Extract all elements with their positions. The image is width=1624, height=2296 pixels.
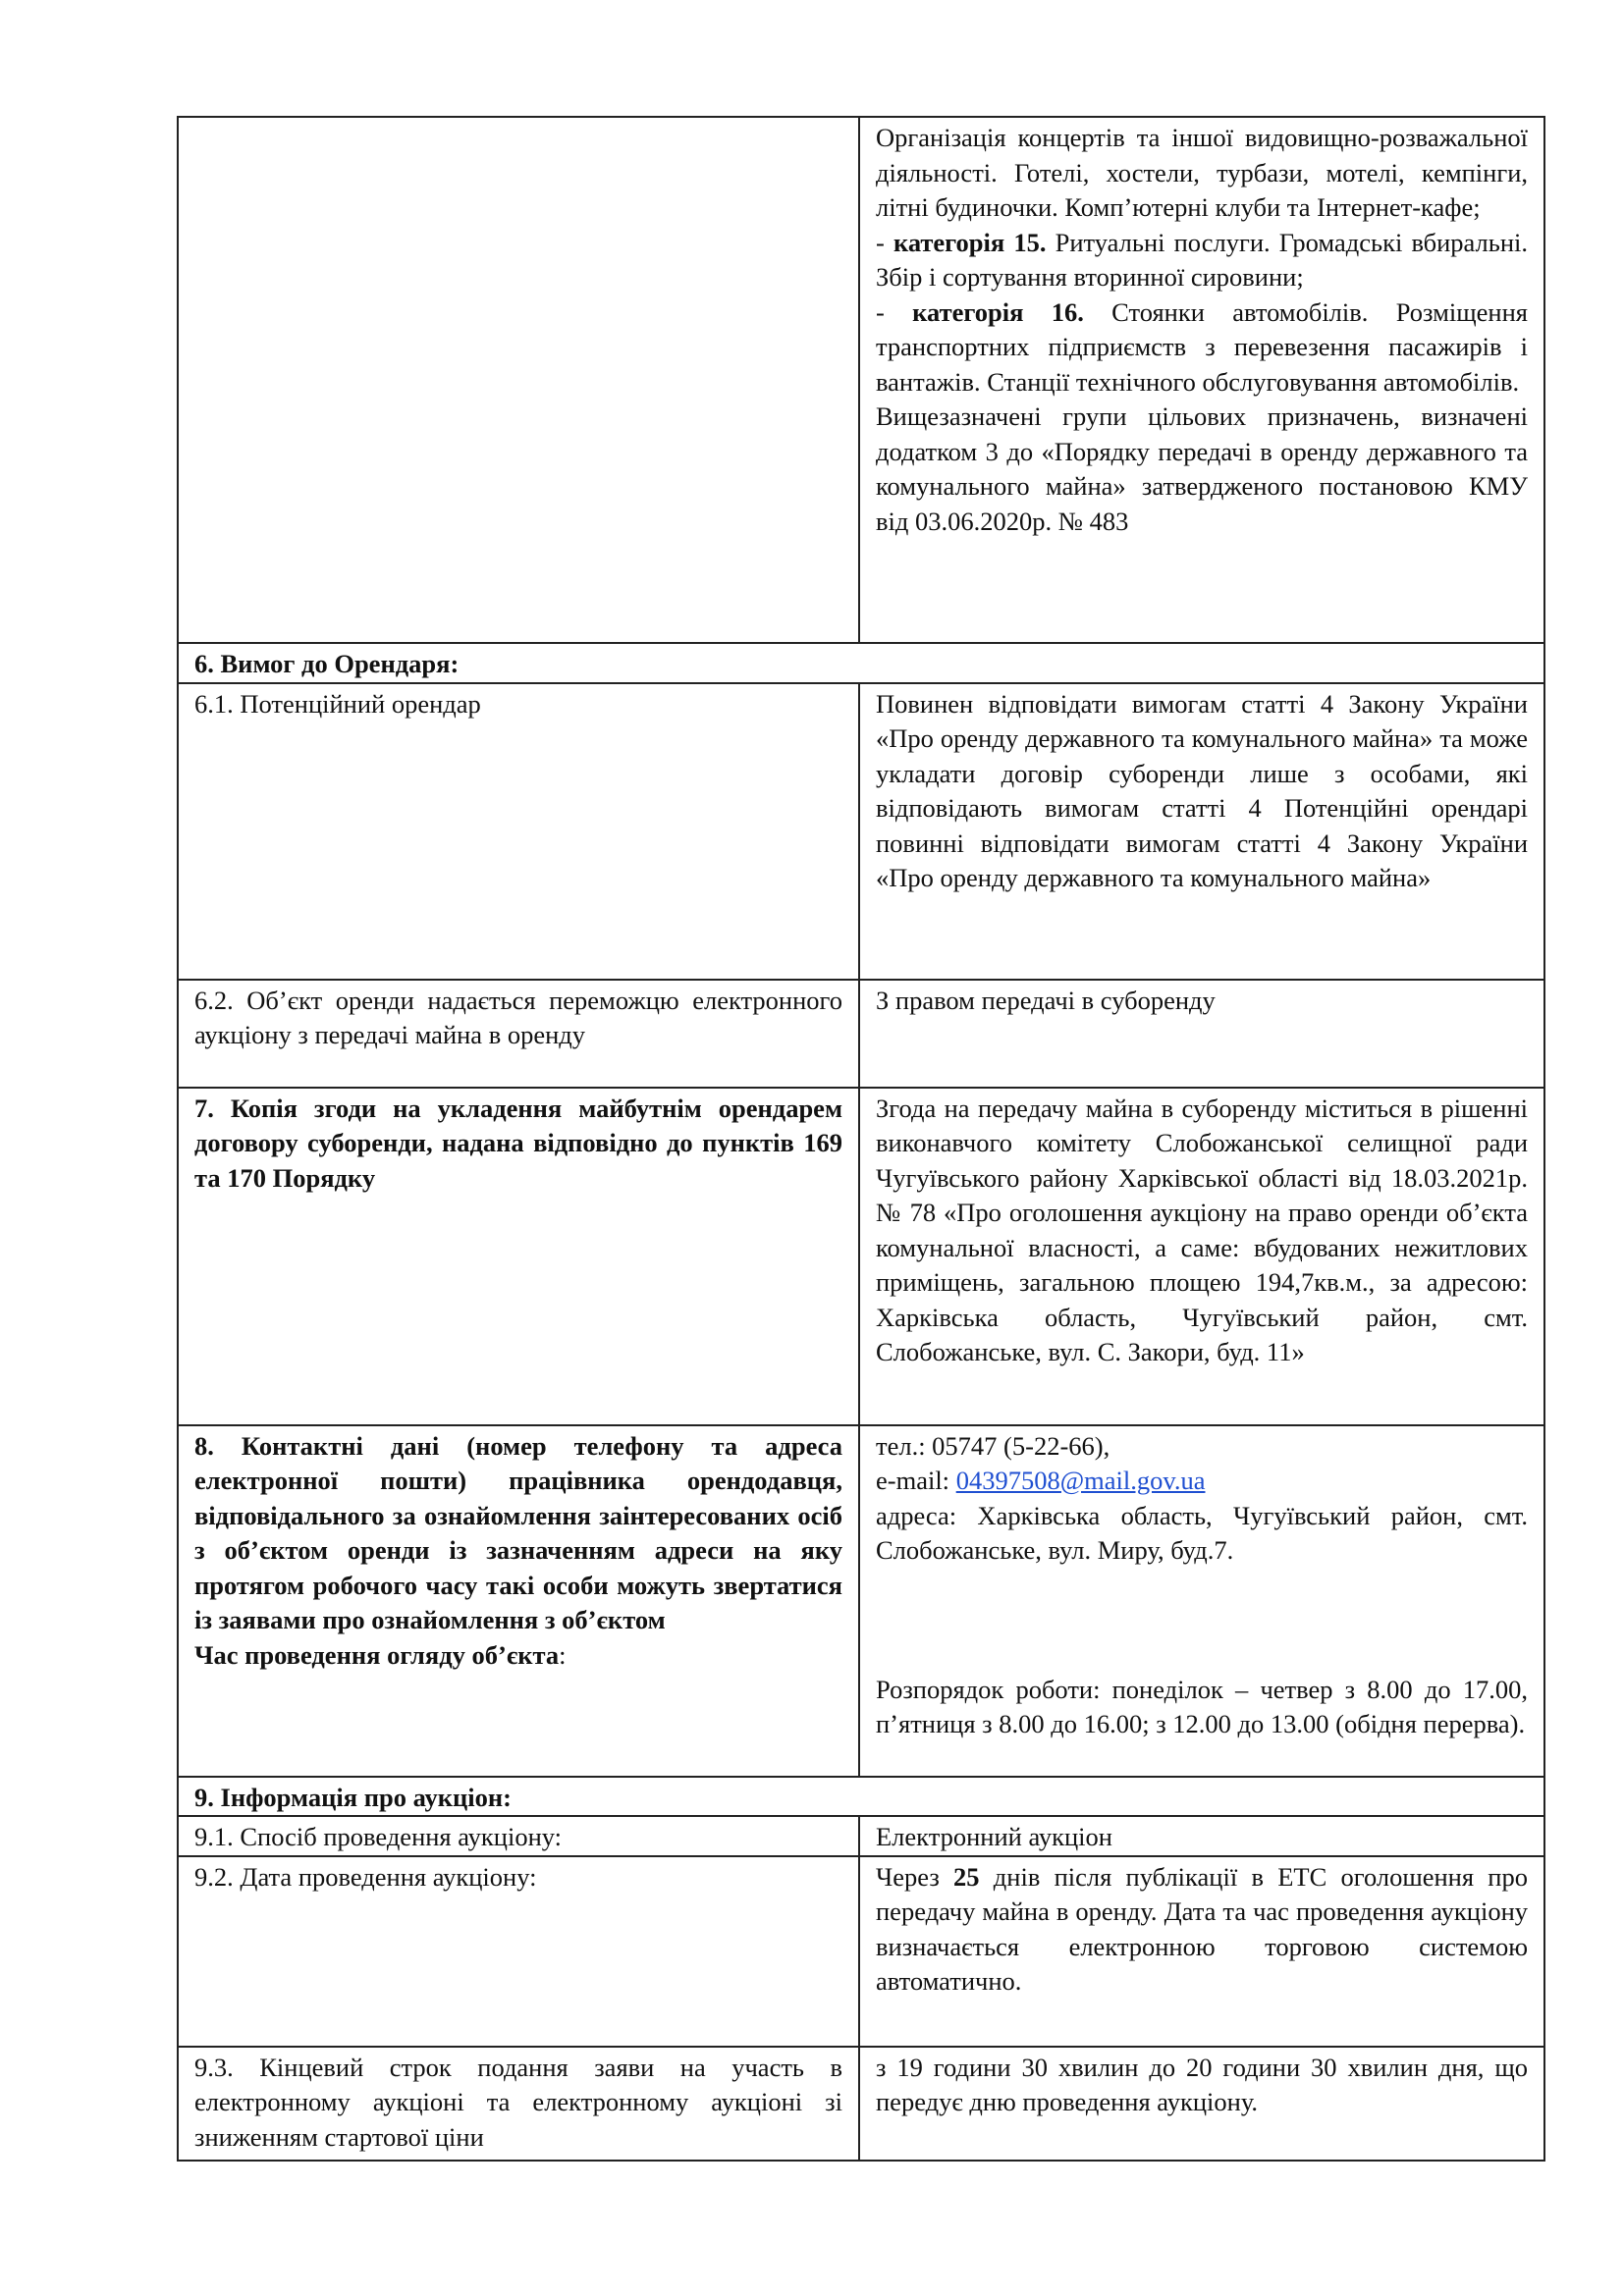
cell-8-label [178,1425,859,1777]
contact-heading: 8. Контактні дані (номер телефону та адреса електронної пошти) працівника орендодавця, відповідального за ознайомлення заінтересованих осіб з об’єктом оренди із зазначенням адреси на яку протягом робочого часу такі особи можуть звертатися із заявами про ознайомлення з об’єктом [194,1430,842,1634]
categories-note: Вищезазначені групи цільових призначень, визначені додатком 3 до «Порядку передачі в оренду державного та комунального майна» затвердженого постановою КМУ від 03.06.2020р. № 483 [876,401,1528,536]
auction-notice-table [177,116,1545,2162]
email-label: e-mail: [876,1466,956,1495]
cell-9-3-value: з 19 години 30 хвилин до 20 години 30 хвилин дня, що передує дню проведення аукціону. [859,2047,1544,2161]
cell-empty-left [178,117,859,643]
spacer [876,1569,1528,1673]
table-row [178,683,1544,980]
address: адреса: Харківська область, Чугуївський район, смт. Слобожанське, вул. Миру, буд.7. [876,1500,1528,1565]
categories-text: Організація концертів та іншої видовищно-розважальної діяльності. Готелі, хостели, турбази, мотелі, кемпінги, літні будиночки. Комп’ютерні клуби та Інтернет-кафе; [876,123,1528,222]
colon: : [559,1639,567,1670]
cell-9-2-value [859,1856,1544,2047]
table-row [178,1425,1544,1777]
dash: - [876,296,913,327]
cell-6-2-value: З правом передачі в суборенду [859,980,1544,1088]
dash: - [876,227,893,257]
inspection-label-text: Час проведення огляду об’єкта [194,1639,560,1670]
email-line [876,1464,1528,1499]
text: Через [876,1861,954,1892]
text: днів після публікації в ЕТС оголошення про передачу майна в оренду. Дата та час проведення аукціону визначається електронною торговою системою автоматично. [876,1861,1528,1996]
days-count: 25 [953,1861,980,1892]
section-6-heading [178,643,1544,683]
table-row [178,117,1544,643]
category-15-text: Ритуальні послуги. Громадські вбиральні. Збір і сортування вторинної сировини; [876,227,1528,292]
category-15-label: категорія 15. [893,227,1047,257]
inspection-time-label [194,1638,842,1674]
email-link[interactable]: 04397508@mail.gov.ua [955,1466,1206,1495]
table-row [178,2047,1544,2161]
work-schedule: Розпорядок роботи: понеділок – четвер з 8.00 до 17.00, п’ятниця з 8.00 до 16.00; з 12.00 до 13.00 (обідня перерва). [876,1674,1528,1738]
cell-6-1-value: Повинен відповідати вимогам статті 4 Закону України «Про оренду державного та комунального майна» та може укладати договір суборенди лише з особами, які відповідають вимогам статті 4 Потенційні орендарі повинні відповідати вимогам статті 4 Закону України «Про оренду державного та комунального майна» [859,683,1544,980]
table-row [178,1816,1544,1856]
cell-9-1-label: 9.1. Спосіб проведення аукціону: [178,1816,859,1856]
cell-7-value: Згода на передачу майна в суборенду міститься в рішенні виконавчого комітету Слобожанської селищної ради Чугуївського району Харківської області від 18.03.2021р. № 78 «Про оголошення аукціону на право оренди об’єкта комунальної власності, а саме: вбудованих нежитлових приміщень, загальною площею 194,7кв.м., за адресою: Харківська область, Чугуївський район, смт. Слобожанське, вул. С. Закори, буд. 11» [859,1088,1544,1425]
phone: тел.: 05747 (5-22-66), [876,1430,1110,1461]
cell-6-2-label: 6.2. Об’єкт оренди надається переможцю електронного аукціону з передачі майна в оренду [178,980,859,1088]
category-15 [876,226,1528,295]
cell-7-label: 7. Копія згоди на укладення майбутнім орендарем договору суборенди, надана відповідно до пунктів 169 та 170 Порядку [178,1088,859,1425]
table-row [178,980,1544,1088]
category-16-text: Стоянки автомобілів. Розміщення транспортних підприємств з перевезення пасажирів і вантажів. Станції технічного обслуговування автомобілів. [876,296,1528,397]
category-16 [876,295,1528,400]
section-title: Вимог до Орендаря: [213,649,460,678]
cell-9-1-value: Електронний аукціон [859,1816,1544,1856]
cell-6-1-label: 6.1. Потенційний орендар [178,683,859,980]
cell-9-2-label: 9.2. Дата проведення аукціону: [178,1856,859,2047]
cell-9-3-label: 9.3. Кінцевий строк подання заяви на участь в електронному аукціоні та електронному аукціоні зі зниженням стартової ціни [178,2047,859,2161]
cell-categories-continuation [859,117,1544,643]
category-16-label: категорія 16. [912,296,1084,327]
table-row [178,1088,1544,1425]
section-heading-row [178,643,1544,683]
section-number: 6. [194,649,214,678]
cell-8-value [859,1425,1544,1777]
table-row [178,1856,1544,2047]
section-9-heading: 9. Інформація про аукціон: [178,1777,1544,1817]
section-heading-row [178,1777,1544,1817]
